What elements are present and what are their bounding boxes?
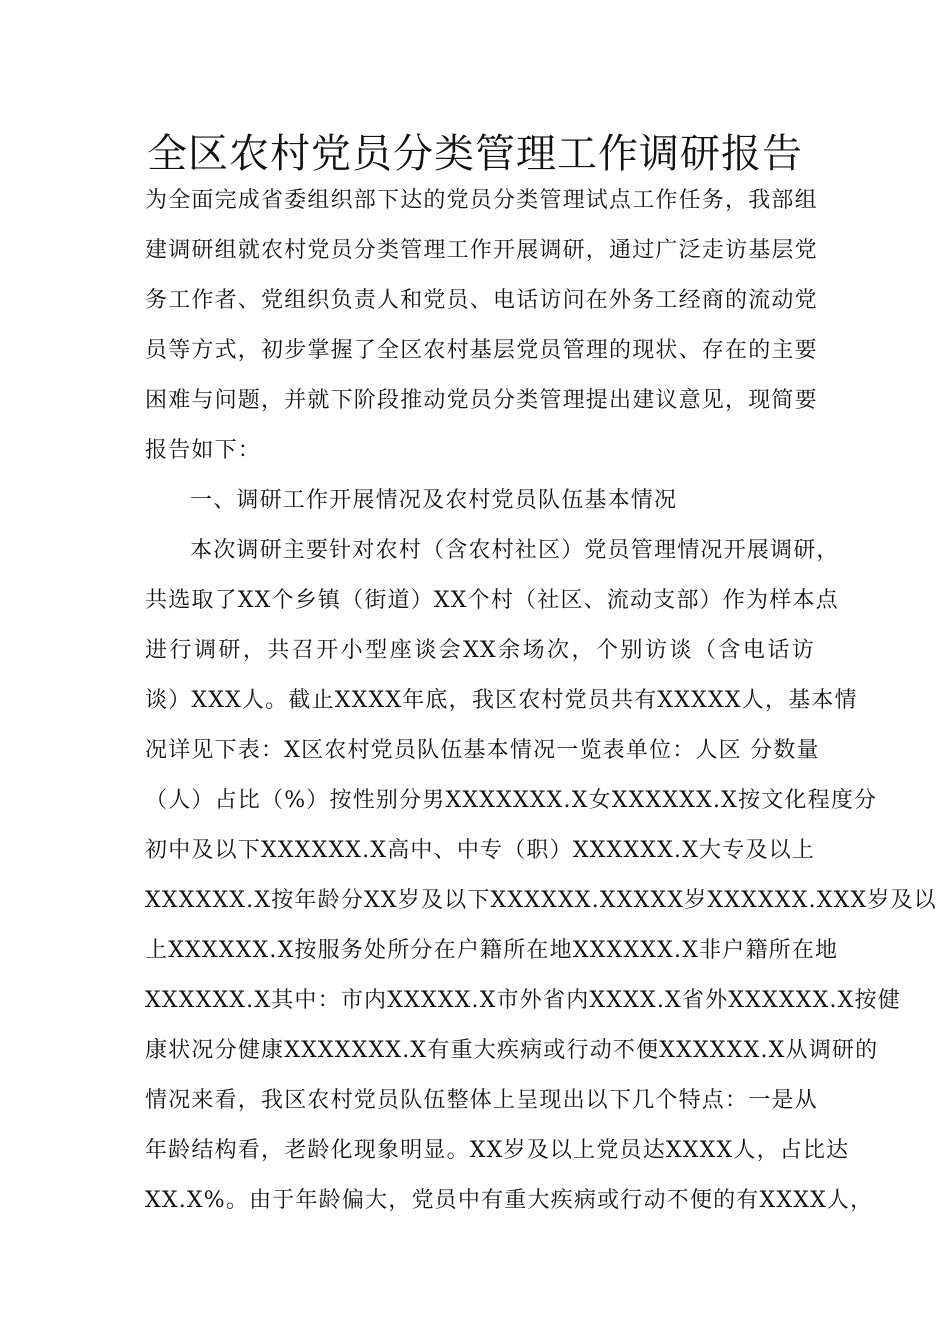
body-line: 康状况分健康XXXXXXX.X有重大疾病或行动不便XXXXXX.X从调研的 (145, 1038, 879, 1063)
body-line: 初中及以下XXXXXX.X高中、中专（职）XXXXXX.X大专及以上 (145, 838, 816, 863)
body-line: XXXXXX.X其中：市内XXXXX.X市外省内XXXX.X省外XXXXXX.X按健 (145, 988, 901, 1013)
body-line: 进行调研，共召开小型座谈会XX余场次，个别访谈（含电话访 (145, 638, 815, 663)
section-heading: 一、调研工作开展情况及农村党员队伍基本情况 (190, 488, 678, 513)
body-line: XX.X%。由于年龄偏大，党员中有重大疾病或行动不便的有XXXX人， (145, 1188, 874, 1213)
body-line: 上XXXXXX.X按服务处所分在户籍所在地XXXXXX.X非户籍所在地 (145, 938, 839, 963)
body-line: 务工作者、党组织负责人和党员、电话访问在外务工经商的流动党 (145, 288, 818, 313)
body-line: （人）占比（%）按性别分男XXXXXXX.X女XXXXXX.X按文化程度分 (145, 788, 878, 813)
body-line: 困难与问题，并就下阶段推动党员分类管理提出建议意见，现简要 (145, 388, 818, 413)
body-line: 建调研组就农村党员分类管理工作开展调研，通过广泛走访基层党 (145, 238, 818, 263)
body-line: XXXXXX.X按年龄分XX岁及以下XXXXXX.XXXXX岁XXXXXX.XXX岁及以 (145, 888, 937, 913)
body-line: 况详见下表：X区农村党员队伍基本情况一览表单位：人区 分数量 (145, 738, 820, 763)
body-line: 员等方式，初步掌握了全区农村基层党员管理的现状、存在的主要 (145, 338, 818, 363)
body-line: 共选取了XX个乡镇（街道）XX个村（社区、流动支部）作为样本点 (145, 588, 839, 613)
body-line: 报告如下： (145, 438, 262, 463)
body-line: 本次调研主要针对农村（含农村社区）党员管理情况开展调研， (190, 538, 840, 563)
body-line: 谈）XXX人。截止XXXX年底，我区农村党员共有XXXXX人，基本情 (145, 688, 858, 713)
body-line: 为全面完成省委组织部下达的党员分类管理试点工作任务，我部组 (145, 188, 818, 213)
document-title: 全区农村党员分类管理工作调研报告 (147, 131, 803, 177)
body-line: 情况来看，我区农村党员队伍整体上呈现出以下几个特点：一是从 (145, 1088, 818, 1113)
body-line: 年龄结构看，老龄化现象明显。XX岁及以上党员达XXXX人，占比达 (145, 1138, 850, 1163)
